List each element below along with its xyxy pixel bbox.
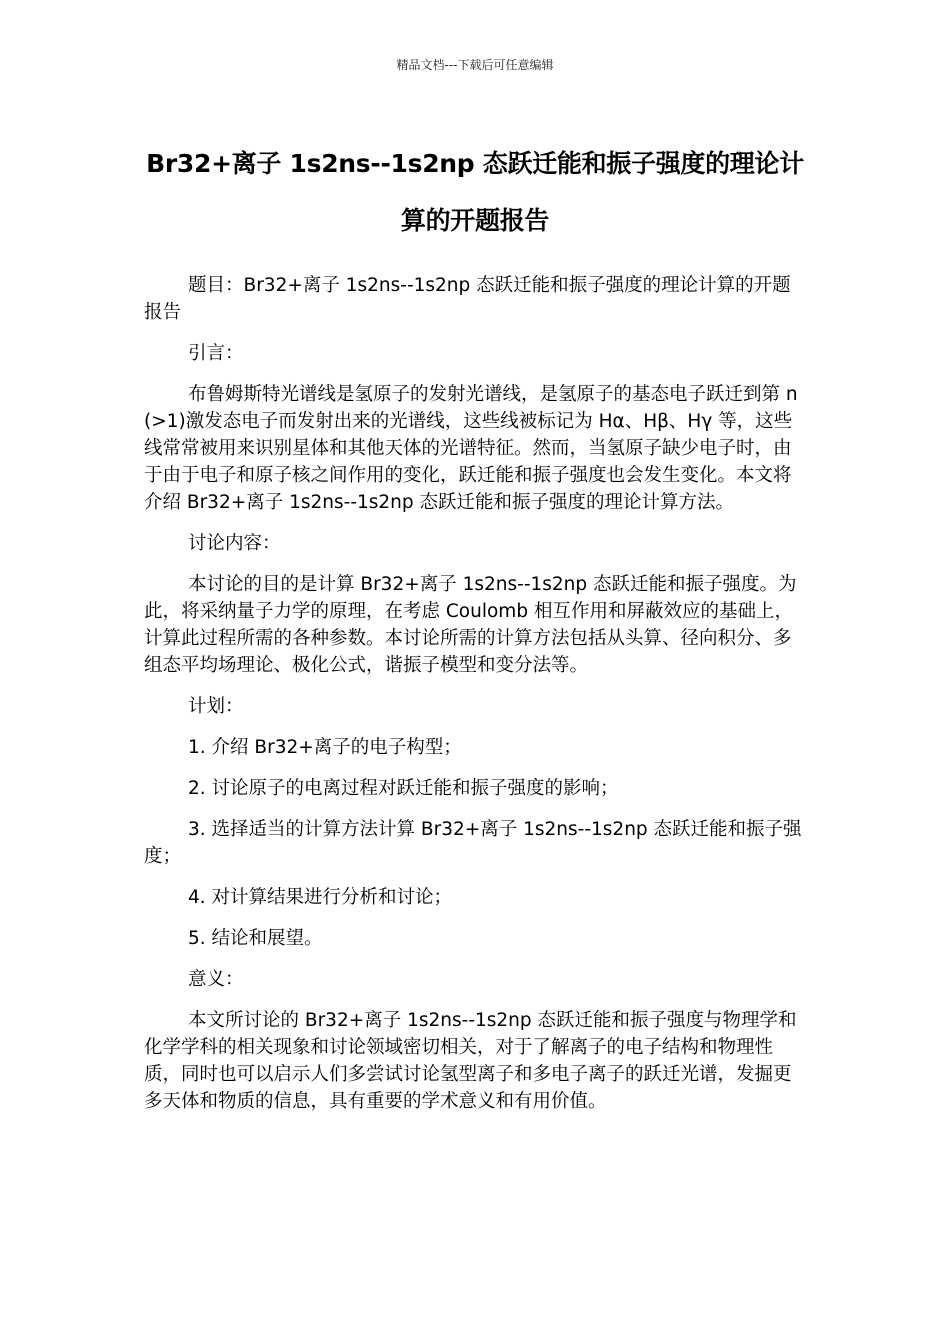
heading-significance: 意义： bbox=[188, 969, 244, 990]
paragraph-discussion: 本讨论的目的是计算 Br32+离子 1s2ns--1s2np 态跃迁能和振子强度。为此，将采纳量子力学的原理，在考虑 Coulomb 相互作用和屏蔽效应的基础上，计算此过程所需的各种参数。本讨论所需的计算方法包括从头算、径向积分、多组态平均场理论、极化公式，谐振子模型和变分法等。 bbox=[144, 574, 797, 676]
heading-introduction: 引言： bbox=[188, 343, 244, 364]
document-body bbox=[144, 272, 808, 1129]
page-header: 精品文档---下载后可任意编辑 bbox=[396, 58, 554, 72]
plan-item-3: 3. 选择适当的计算方法计算 Br32+离子 1s2ns--1s2np 态跃迁能和振子强度； bbox=[144, 819, 802, 867]
plan-item-1: 1. 介绍 Br32+离子的电子构型； bbox=[188, 737, 462, 758]
paragraph-topic: 题目：Br32+离子 1s2ns--1s2np 态跃迁能和振子强度的理论计算的开题报告 bbox=[144, 275, 791, 323]
document-title: Br32+离子 1s2ns--1s2np 态跃迁能和振子强度的理论计算的开题报告 bbox=[146, 149, 804, 235]
plan-item-5: 5. 结论和展望。 bbox=[188, 928, 323, 949]
heading-plan: 计划： bbox=[188, 696, 244, 717]
plan-item-2: 2. 讨论原子的电离过程对跃迁能和振子强度的影响； bbox=[188, 778, 619, 799]
paragraph-introduction: 布鲁姆斯特光谱线是氢原子的发射光谱线，是氢原子的基态电子跃迁到第 n(>1)激发态电子而发射出来的光谱线，这些线被标记为 Hα、Hβ、Hγ 等，这些线常常被用来识别星体和其他天体的光谱特征。然而，当氢原子缺少电子时，由于由于电子和原子核之间作用的变化，跃迁能和振子强度也会发生变化。本文将介绍 Br32+离子 1s2ns--1s2np 态跃迁能和振子强度的理论计算方法。 bbox=[144, 384, 798, 513]
plan-item-4: 4. 对计算结果进行分析和讨论； bbox=[188, 887, 453, 908]
heading-discussion: 讨论内容： bbox=[188, 533, 281, 554]
paragraph-significance: 本文所讨论的 Br32+离子 1s2ns--1s2np 态跃迁能和振子强度与物理学和化学学科的相关现象和讨论领域密切相关，对于了解离子的电子结构和物理性质，同时也可以启示人们多尝试讨论氢型离子和多电子离子的跃迁光谱，发掘更多天体和物质的信息，具有重要的学术意义和有用价值。 bbox=[144, 1010, 797, 1112]
